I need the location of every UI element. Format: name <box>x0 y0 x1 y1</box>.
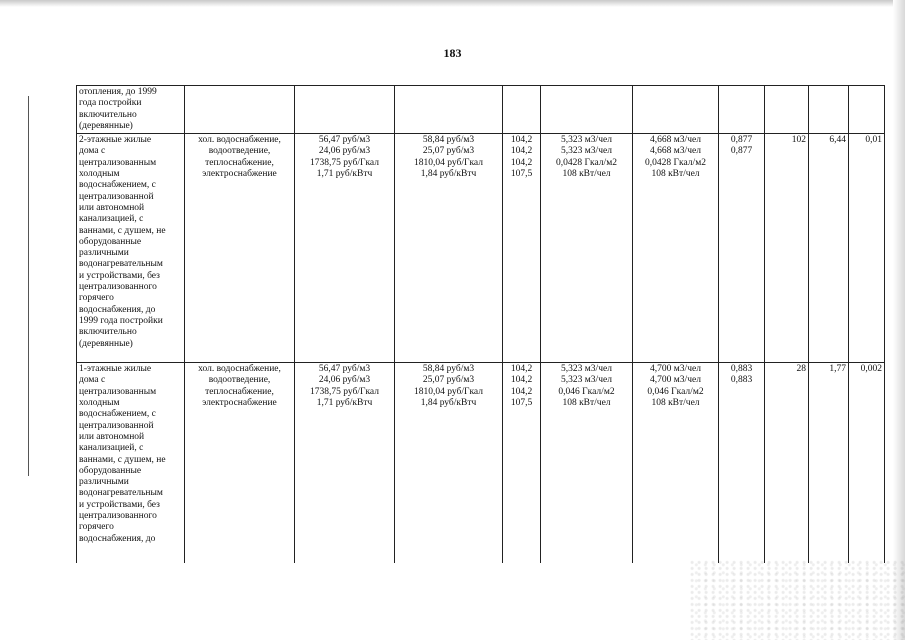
coefficient-cell: 0,877 0,877 <box>719 134 765 363</box>
description-cell: 1-этажные жилые дома с централизованным холодным водоснабжением, с централизованной или автономной канализацией, с ваннами, с душем, не оборудованные различными водонагревательным и устройствами, без централизованного горячего водоснабжения, до <box>77 363 185 563</box>
value-cell <box>849 86 885 134</box>
tariff-cell: 56,47 руб/м3 24,06 руб/м3 1738,75 руб/Гкал 1,71 руб/кВтч <box>295 363 395 563</box>
value-cell <box>765 86 809 134</box>
value-cell: 0,01 <box>849 134 885 363</box>
table-row <box>77 363 885 563</box>
value-cell: 1,77 <box>809 363 849 563</box>
norm-cell: 5,323 м3/чел 5,323 м3/чел 0,0428 Гкал/м2 108 кВт/чел <box>541 134 633 363</box>
table-row <box>77 86 885 134</box>
index-cell: 104,2 104,2 104,2 107,5 <box>503 363 541 563</box>
norm-cell <box>541 86 633 134</box>
services-cell: хол. водоснабжение, водоотведение, теплоснабжение, электроснабжение <box>185 134 295 363</box>
services-cell: хол. водоснабжение, водоотведение, теплоснабжение, электроснабжение <box>185 363 295 563</box>
tariff-next-cell: 58,84 руб/м3 25,07 руб/м3 1810,04 руб/Гкал 1,84 руб/кВтч <box>395 134 503 363</box>
norm-next-cell: 4,668 м3/чел 4,668 м3/чел 0,0428 Гкал/м2 108 кВт/чел <box>633 134 719 363</box>
scan-noise <box>690 560 905 640</box>
tariff-table <box>76 85 885 563</box>
norm-next-cell <box>633 86 719 134</box>
value-cell: 28 <box>765 363 809 563</box>
tariff-next-cell <box>395 86 503 134</box>
services-cell <box>185 86 295 134</box>
value-cell <box>809 86 849 134</box>
coefficient-cell <box>719 86 765 134</box>
norm-next-cell: 4,700 м3/чел 4,700 м3/чел 0,046 Гкал/м2 108 кВт/чел <box>633 363 719 563</box>
tariff-cell <box>295 86 395 134</box>
description-cell: 2-этажные жилые дома с централизованным холодным водоснабжением, с централизованной или автономной канализацией, с ваннами, с душем, не оборудованные различными водонагревательным и устройствами, без централизованного горячего водоснабжения, до 1999 года постройки включительно (деревянные) <box>77 134 185 363</box>
index-cell: 104,2 104,2 104,2 107,5 <box>503 134 541 363</box>
page-number: 183 <box>443 46 462 60</box>
value-cell: 102 <box>765 134 809 363</box>
tariff-next-cell: 58,84 руб/м3 25,07 руб/м3 1810,04 руб/Гкал 1,84 руб/кВтч <box>395 363 503 563</box>
margin-rule <box>28 96 29 476</box>
value-cell: 6,44 <box>809 134 849 363</box>
description-cell: отопления, до 1999 года постройки включительно (деревянные) <box>77 86 185 134</box>
tariff-cell: 56,47 руб/м3 24,06 руб/м3 1738,75 руб/Гкал 1,71 руб/кВтч <box>295 134 395 363</box>
value-cell: 0,002 <box>849 363 885 563</box>
scan-edge-top <box>0 0 905 7</box>
scan-edge-right <box>893 0 905 640</box>
index-cell <box>503 86 541 134</box>
table-row <box>77 134 885 363</box>
norm-cell: 5,323 м3/чел 5,323 м3/чел 0,046 Гкал/м2 108 кВт/чел <box>541 363 633 563</box>
coefficient-cell: 0,883 0,883 <box>719 363 765 563</box>
